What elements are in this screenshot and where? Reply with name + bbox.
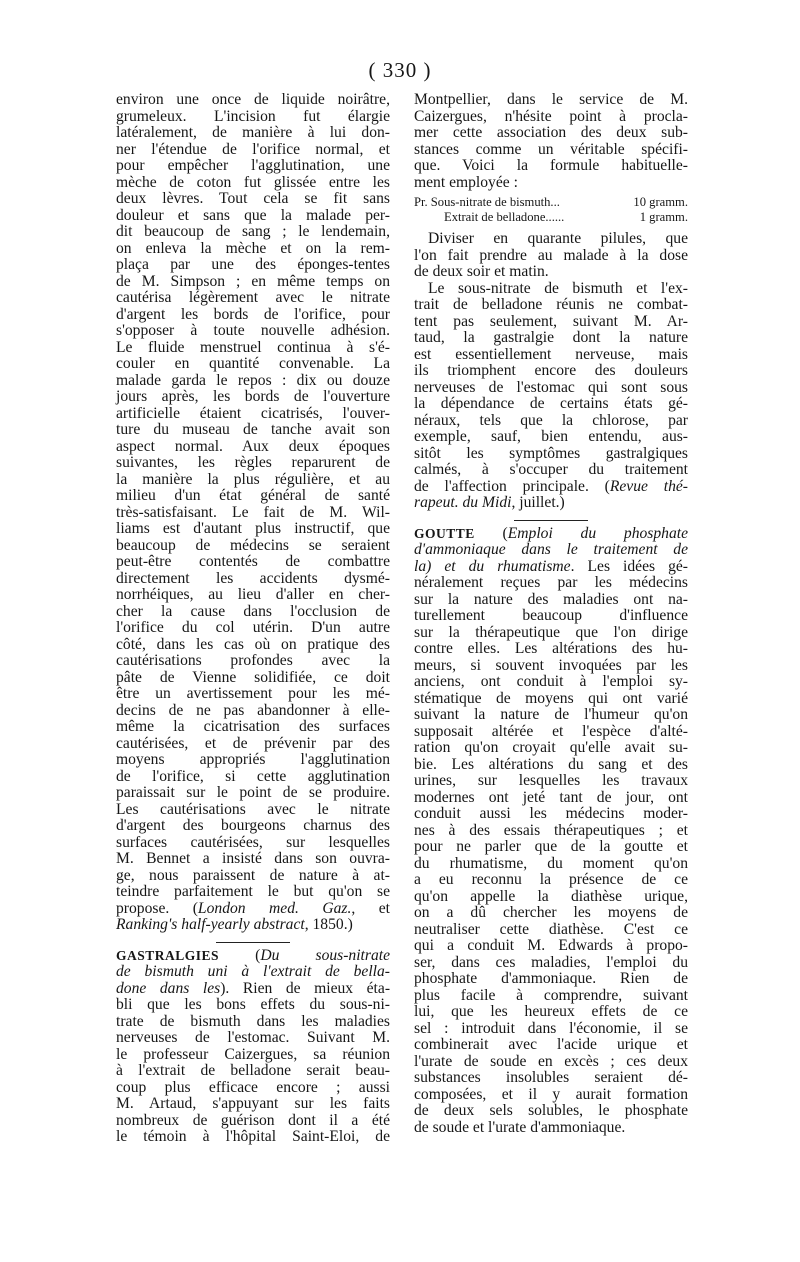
text-span: urines, sur lesquelles les travaux — [414, 772, 688, 789]
text-span: Le fluide menstruel continua à s'é- — [116, 338, 390, 356]
text-line — [116, 1014, 390, 1031]
text-span: à l'extrait de belladone serait beau- — [116, 1062, 390, 1079]
text-span: ( — [219, 946, 261, 964]
text-line — [414, 724, 688, 741]
text-span: sur la thérapeutique que l'on dirige — [414, 623, 688, 641]
text-line — [414, 1054, 688, 1071]
text-line — [116, 439, 390, 456]
text-line — [414, 856, 688, 873]
text-line — [116, 637, 390, 654]
text-line — [116, 703, 390, 720]
text-line — [116, 1129, 390, 1146]
text-line — [414, 757, 688, 774]
text-span: d'argent des bourgeons charnus des — [116, 817, 390, 834]
text-span: on a dû chercher les moyens de — [414, 904, 688, 921]
text-line — [414, 575, 688, 592]
text-span: Le sous-nitrate de bismuth et l'ex- — [428, 279, 688, 297]
text-span: couler en quantité convenable. La — [116, 355, 390, 372]
text-span: ner l'étendue de l'orifice normal, et — [116, 140, 390, 158]
text-line — [414, 526, 688, 543]
text-line — [116, 241, 390, 258]
text-line — [414, 988, 688, 1005]
italic-text: Du sous-nitrate — [260, 946, 390, 964]
text-span: ( — [474, 524, 508, 542]
text-line — [414, 347, 688, 364]
text-line — [414, 92, 688, 109]
text-span: peut-être contentés de combattre — [116, 553, 390, 570]
text-span: pâte de Vienne solidifiée, ce doit — [116, 668, 390, 686]
text-line — [414, 1103, 688, 1120]
text-line — [414, 658, 688, 675]
text-span: de l'affection principale. ( — [414, 477, 610, 495]
text-span: jours après, les bords de l'ouverture — [116, 388, 390, 405]
text-span: latéralement, de manière à lui don- — [116, 124, 390, 141]
text-span: Les cautérisations avec le nitrate — [116, 800, 390, 818]
text-line — [414, 462, 688, 479]
formula-row-belladone — [414, 210, 688, 225]
text-line — [116, 488, 390, 505]
text-span: la dépendance de certains états gé- — [414, 395, 688, 412]
text-span: stances comme un véritable spécifi- — [414, 140, 688, 158]
text-span: anciens, ont conduit à l'emploi sy- — [414, 673, 688, 690]
text-span: cher la cause dans l'occlusion de — [116, 602, 390, 620]
text-span: cautérisées, et de prévenir par des — [116, 734, 390, 752]
text-line — [414, 297, 688, 314]
text-line — [414, 542, 688, 559]
text-span: a eu reconnu la présence de ce — [414, 871, 688, 888]
text-line — [116, 769, 390, 786]
text-span: cautérisa légèrement avec le nitrate — [116, 289, 390, 306]
text-span: on enleva la mèche et on la rem- — [116, 239, 390, 257]
text-line — [414, 707, 688, 724]
text-line — [116, 604, 390, 621]
text-span: de soude et l'urate d'ammoniaque. — [414, 1118, 626, 1136]
left-column — [116, 92, 390, 1146]
text-line — [116, 208, 390, 225]
text-span: de deux sels solubles, le phosphate — [414, 1102, 688, 1119]
text-line — [116, 964, 390, 981]
text-span: substances insolubles seraient dé- — [414, 1069, 688, 1086]
text-span: composées, et il y aurait formation — [414, 1085, 688, 1103]
text-span: nerveuses de l'estomac. Suivant M. — [116, 1029, 390, 1046]
text-span: bli que les bons effets du sous-ni- — [116, 996, 390, 1013]
text-span: plus facile à comprendre, suivant — [414, 986, 688, 1004]
text-span: calmés, à s'occuper du traitement — [414, 461, 688, 478]
text-line — [414, 938, 688, 955]
text-span: le témoin à l'hôpital Saint-Eloi, de — [116, 1128, 390, 1145]
text-span: suivant la nature de l'humeur qu'on — [414, 706, 688, 723]
text-span: sitôt les symptômes gastralgiques — [414, 444, 688, 462]
text-span: surfaces cautérisées, sur lesquelles — [116, 833, 390, 851]
text-span: ). Rien de mieux éta- — [220, 979, 391, 997]
text-span: , et — [351, 899, 390, 917]
text-line — [414, 691, 688, 708]
section-heading: GASTRALGIES — [116, 947, 220, 963]
text-span: cautérisations profondes avec la — [116, 652, 390, 669]
text-line — [116, 686, 390, 703]
text-line — [116, 1080, 390, 1097]
text-span: liams est d'autant plus instructif, que — [116, 520, 390, 537]
text-span: est essentiellement nerveuse, mais — [414, 345, 688, 363]
text-span: du rhumatisme, du moment qu'on — [414, 854, 688, 872]
section-separator — [514, 520, 588, 521]
page-number: ( 330 ) — [368, 58, 432, 82]
text-line — [414, 231, 688, 248]
text-span: tent pas seulement, suivant M. Ar- — [414, 312, 688, 330]
italic-text: Ranking's half-yearly abstract — [116, 916, 305, 933]
text-span: néralement reçues par les médecins — [414, 574, 688, 591]
right-column-bottom-text — [414, 231, 688, 1136]
text-span: , 1850.) — [304, 916, 353, 933]
text-span: la manière la plus régulière, et au — [116, 470, 390, 488]
text-line — [414, 396, 688, 413]
text-line — [414, 1087, 688, 1104]
text-line — [116, 472, 390, 489]
text-line — [116, 142, 390, 159]
italic-text: rapeut. du Midi — [414, 494, 512, 511]
text-line — [116, 373, 390, 390]
text-span: artificielle étaient cicatrisés, l'ouver- — [116, 404, 390, 422]
text-line — [116, 257, 390, 274]
text-span: nes à des essais thérapeutiques ; et — [414, 821, 688, 839]
text-line — [414, 429, 688, 446]
text-line — [414, 872, 688, 889]
text-line — [116, 901, 390, 918]
section-heading: GOUTTE — [414, 525, 475, 541]
text-line — [414, 823, 688, 840]
text-span: ture du museau de tanche avait son — [116, 421, 390, 438]
text-span: qu'on appelle la diathèse urique, — [414, 887, 688, 905]
text-line — [414, 264, 688, 281]
text-line — [116, 653, 390, 670]
text-span: s'opposer à toute nouvelle adhésion. — [116, 322, 390, 339]
text-line — [116, 109, 390, 126]
text-span: néraux, tels que la chlorose, par — [414, 411, 688, 429]
text-span: qui a conduit M. Edwards à propo- — [414, 937, 688, 954]
text-line — [116, 175, 390, 192]
text-line — [414, 889, 688, 906]
text-line — [414, 740, 688, 757]
italic-text: d'ammoniaque dans le traitement de — [414, 541, 688, 558]
text-line — [116, 1113, 390, 1130]
text-line — [116, 1030, 390, 1047]
text-span: contre elles. Les altérations des hu- — [414, 640, 688, 657]
text-line — [414, 413, 688, 430]
text-line — [116, 851, 390, 868]
text-span: deux lèvres. Tout cela se fit sans — [116, 190, 390, 207]
text-span: meurs, si souvent invoquées par les — [414, 656, 688, 674]
text-span: bie. Les altérations du sang et des — [414, 755, 688, 773]
text-span: directement les accidents dysmé- — [116, 569, 390, 587]
text-span: M. Artaud, s'appuyant sur les faits — [116, 1095, 390, 1112]
text-span: trait de belladone réunis ne combat- — [414, 296, 688, 313]
italic-text: Emploi du phosphate — [507, 524, 689, 542]
text-span: très-satisfaisant. Le fait de M. Wil- — [116, 503, 390, 521]
text-span: . Les idées gé- — [570, 557, 688, 575]
text-line — [116, 981, 390, 998]
text-line — [116, 818, 390, 835]
text-line — [414, 641, 688, 658]
text-span: M. Bennet a insisté dans son ouvra- — [116, 850, 390, 867]
text-span: nombreux de guérison dont il a été — [116, 1111, 390, 1129]
text-line — [414, 559, 688, 576]
text-span: ils triomphent encore des douleurs — [414, 362, 688, 379]
text-span: sur la nature des maladies ont na- — [414, 590, 688, 608]
formula-ingredient: Extrait de belladone...... — [444, 210, 565, 224]
text-line — [116, 389, 390, 406]
text-span: taud, la gastralgie dont la nature — [414, 329, 688, 346]
text-span: grumeleux. L'incision fut élargie — [116, 107, 390, 125]
text-span: côté, dans les cas où on pratique des — [116, 635, 390, 653]
text-span: moyens appropriés l'agglutination — [116, 751, 390, 768]
text-span: trate de bismuth dans les maladies — [116, 1012, 390, 1030]
text-span: suivantes, les règles reparurent de — [116, 454, 390, 471]
text-line — [116, 224, 390, 241]
italic-text: de bismuth uni à l'extrait de bella- — [116, 963, 390, 980]
text-line — [414, 922, 688, 939]
text-line — [116, 505, 390, 522]
text-line — [414, 314, 688, 331]
text-span: teindre parfaitement le but qu'on se — [116, 883, 390, 900]
text-line — [414, 905, 688, 922]
text-span: dit beaucoup de sang ; le lendemain, — [116, 223, 390, 240]
text-line — [414, 142, 688, 159]
text-line — [414, 773, 688, 790]
italic-text: Revue thé- — [609, 477, 688, 495]
text-line — [116, 356, 390, 373]
text-line — [116, 670, 390, 687]
text-line — [414, 380, 688, 397]
text-line — [414, 281, 688, 298]
text-span: de deux soir et matin. — [414, 263, 549, 280]
text-line — [414, 1070, 688, 1087]
text-line — [116, 307, 390, 324]
text-span: ment employée : — [414, 173, 518, 191]
text-span: l'on fait prendre au malade à la dose — [414, 246, 688, 264]
text-line — [414, 839, 688, 856]
text-span: lui, que les heureux effets de ce — [414, 1003, 688, 1020]
text-span: neutraliser cette diathèse. C'est ce — [414, 920, 688, 938]
text-line — [116, 736, 390, 753]
text-line — [116, 752, 390, 769]
text-line — [414, 806, 688, 823]
text-span: coup plus efficace encore ; aussi — [116, 1078, 390, 1096]
text-line — [116, 554, 390, 571]
text-span: être un avertissement pour les mé- — [116, 685, 390, 702]
text-line — [116, 92, 390, 109]
text-line — [414, 1037, 688, 1054]
text-line — [414, 446, 688, 463]
text-line — [414, 971, 688, 988]
text-span: propose. ( — [116, 899, 198, 917]
text-span: milieu d'un état général de santé — [116, 487, 390, 504]
text-span: même la cicatrisation des surfaces — [116, 718, 390, 735]
text-line — [116, 917, 390, 934]
section-separator — [216, 942, 290, 943]
text-span: l'urate de soude en excès ; ces deux — [414, 1052, 688, 1070]
text-span: nerveuses de l'estomac qui sont sous — [414, 378, 688, 396]
formula-block — [414, 195, 688, 225]
text-span: d'argent les bords de l'orifice, pour — [116, 305, 390, 323]
text-line — [414, 175, 688, 192]
text-span: que. Voici la formule habituelle- — [414, 157, 688, 174]
text-line — [116, 802, 390, 819]
text-line — [414, 125, 688, 142]
text-span: decins de ne pas abandonner à elle- — [116, 701, 390, 719]
text-line — [414, 1021, 688, 1038]
text-span: mer cette association des deux sub- — [414, 124, 688, 141]
text-span: turellement beaucoup d'influence — [414, 607, 688, 624]
text-line — [116, 125, 390, 142]
formula-dose: 10 gramm. — [633, 195, 688, 209]
text-span: combinerait avec l'acide urique et — [414, 1036, 688, 1053]
right-column — [414, 92, 688, 1136]
text-span: environ une once de liquide noirâtre, — [116, 91, 390, 108]
text-span: douleur et sans que la malade per- — [116, 206, 390, 224]
text-line — [116, 835, 390, 852]
text-span: plaça par une des éponges-tentes — [116, 256, 390, 273]
text-line — [116, 620, 390, 637]
text-line — [116, 406, 390, 423]
text-span: supposait altérée et l'espèce d'alté- — [414, 722, 688, 740]
text-span: norrhéiques, au lieu d'aller en cher- — [116, 586, 390, 603]
text-line — [414, 330, 688, 347]
text-line — [116, 422, 390, 439]
formula-row-bismuth — [414, 195, 688, 210]
text-line — [116, 340, 390, 357]
text-span: de l'orifice, si cette agglutination — [116, 767, 390, 785]
text-line — [414, 955, 688, 972]
text-span: phosphate d'ammoniaque. Rien de — [414, 970, 688, 987]
text-span: pour empêcher l'agglutination, une — [116, 157, 390, 174]
text-line — [414, 592, 688, 609]
text-line — [116, 1096, 390, 1113]
text-line — [414, 479, 688, 496]
text-span: l'orifice du col utérin. D'un autre — [116, 619, 390, 636]
text-line — [414, 158, 688, 175]
text-span: ration qu'on croyait qu'elle avait su- — [414, 739, 688, 756]
formula-dose: 1 gramm. — [639, 210, 688, 224]
text-line — [414, 608, 688, 625]
italic-text: done dans les — [116, 979, 221, 997]
text-span: Montpellier, dans le service de M. — [414, 91, 688, 108]
text-span: exemple, sauf, bien entendu, aus- — [414, 428, 688, 445]
formula-ingredient: Pr. Sous-nitrate de bismuth... — [414, 195, 560, 209]
text-line — [116, 1063, 390, 1080]
text-line — [116, 274, 390, 291]
text-line — [116, 997, 390, 1014]
text-span: ge, nous paraissent de nature à at- — [116, 866, 390, 884]
text-span: stématique de moyens qui ont varié — [414, 689, 688, 707]
text-line — [116, 884, 390, 901]
text-span: malade garda le repos : dix ou douze — [116, 371, 390, 389]
text-span: le professeur Caizergues, sa réunion — [116, 1045, 390, 1063]
text-span: de M. Simpson ; en même temps on — [116, 272, 390, 290]
text-line — [414, 1120, 688, 1137]
right-column-top-text — [414, 92, 688, 191]
text-line — [116, 455, 390, 472]
text-line — [116, 587, 390, 604]
text-span: beaucoup de médecins se seraient — [116, 536, 390, 554]
text-span: sel : introduit dans l'économie, il se — [414, 1019, 688, 1037]
text-line — [116, 538, 390, 555]
text-span: , juillet.) — [511, 494, 565, 511]
text-span: aspect normal. Aux deux époques — [116, 437, 390, 455]
text-line — [116, 290, 390, 307]
italic-text: la) et du rhumatisme — [414, 557, 571, 575]
text-line — [414, 495, 688, 512]
italic-text: London med. Gaz. — [197, 899, 352, 917]
text-span: ser, dans ces maladies, l'emploi du — [414, 953, 688, 971]
text-line — [414, 248, 688, 265]
text-line — [116, 191, 390, 208]
text-line — [414, 625, 688, 642]
text-line — [116, 719, 390, 736]
text-line — [116, 521, 390, 538]
text-span: paraissait sur le point de se produire. — [116, 784, 390, 801]
text-line — [116, 323, 390, 340]
text-span: pour ne parler que de la goutte et — [414, 838, 688, 855]
text-line — [116, 571, 390, 588]
text-line — [414, 109, 688, 126]
text-line — [414, 1004, 688, 1021]
text-line — [116, 868, 390, 885]
text-line — [116, 1047, 390, 1064]
text-line — [414, 674, 688, 691]
text-span: Diviser en quarante pilules, que — [428, 230, 688, 247]
text-line — [414, 790, 688, 807]
text-span: Caizergues, n'hésite point à procla- — [414, 107, 688, 125]
text-line — [116, 785, 390, 802]
text-line — [414, 363, 688, 380]
text-line — [116, 158, 390, 175]
text-span: conduit aussi les médecins moder- — [414, 805, 688, 822]
text-span: mèche de coton fut glissée entre les — [116, 173, 390, 191]
text-span: modernes ont jeté tant de jour, ont — [414, 788, 688, 806]
text-line — [116, 948, 390, 965]
